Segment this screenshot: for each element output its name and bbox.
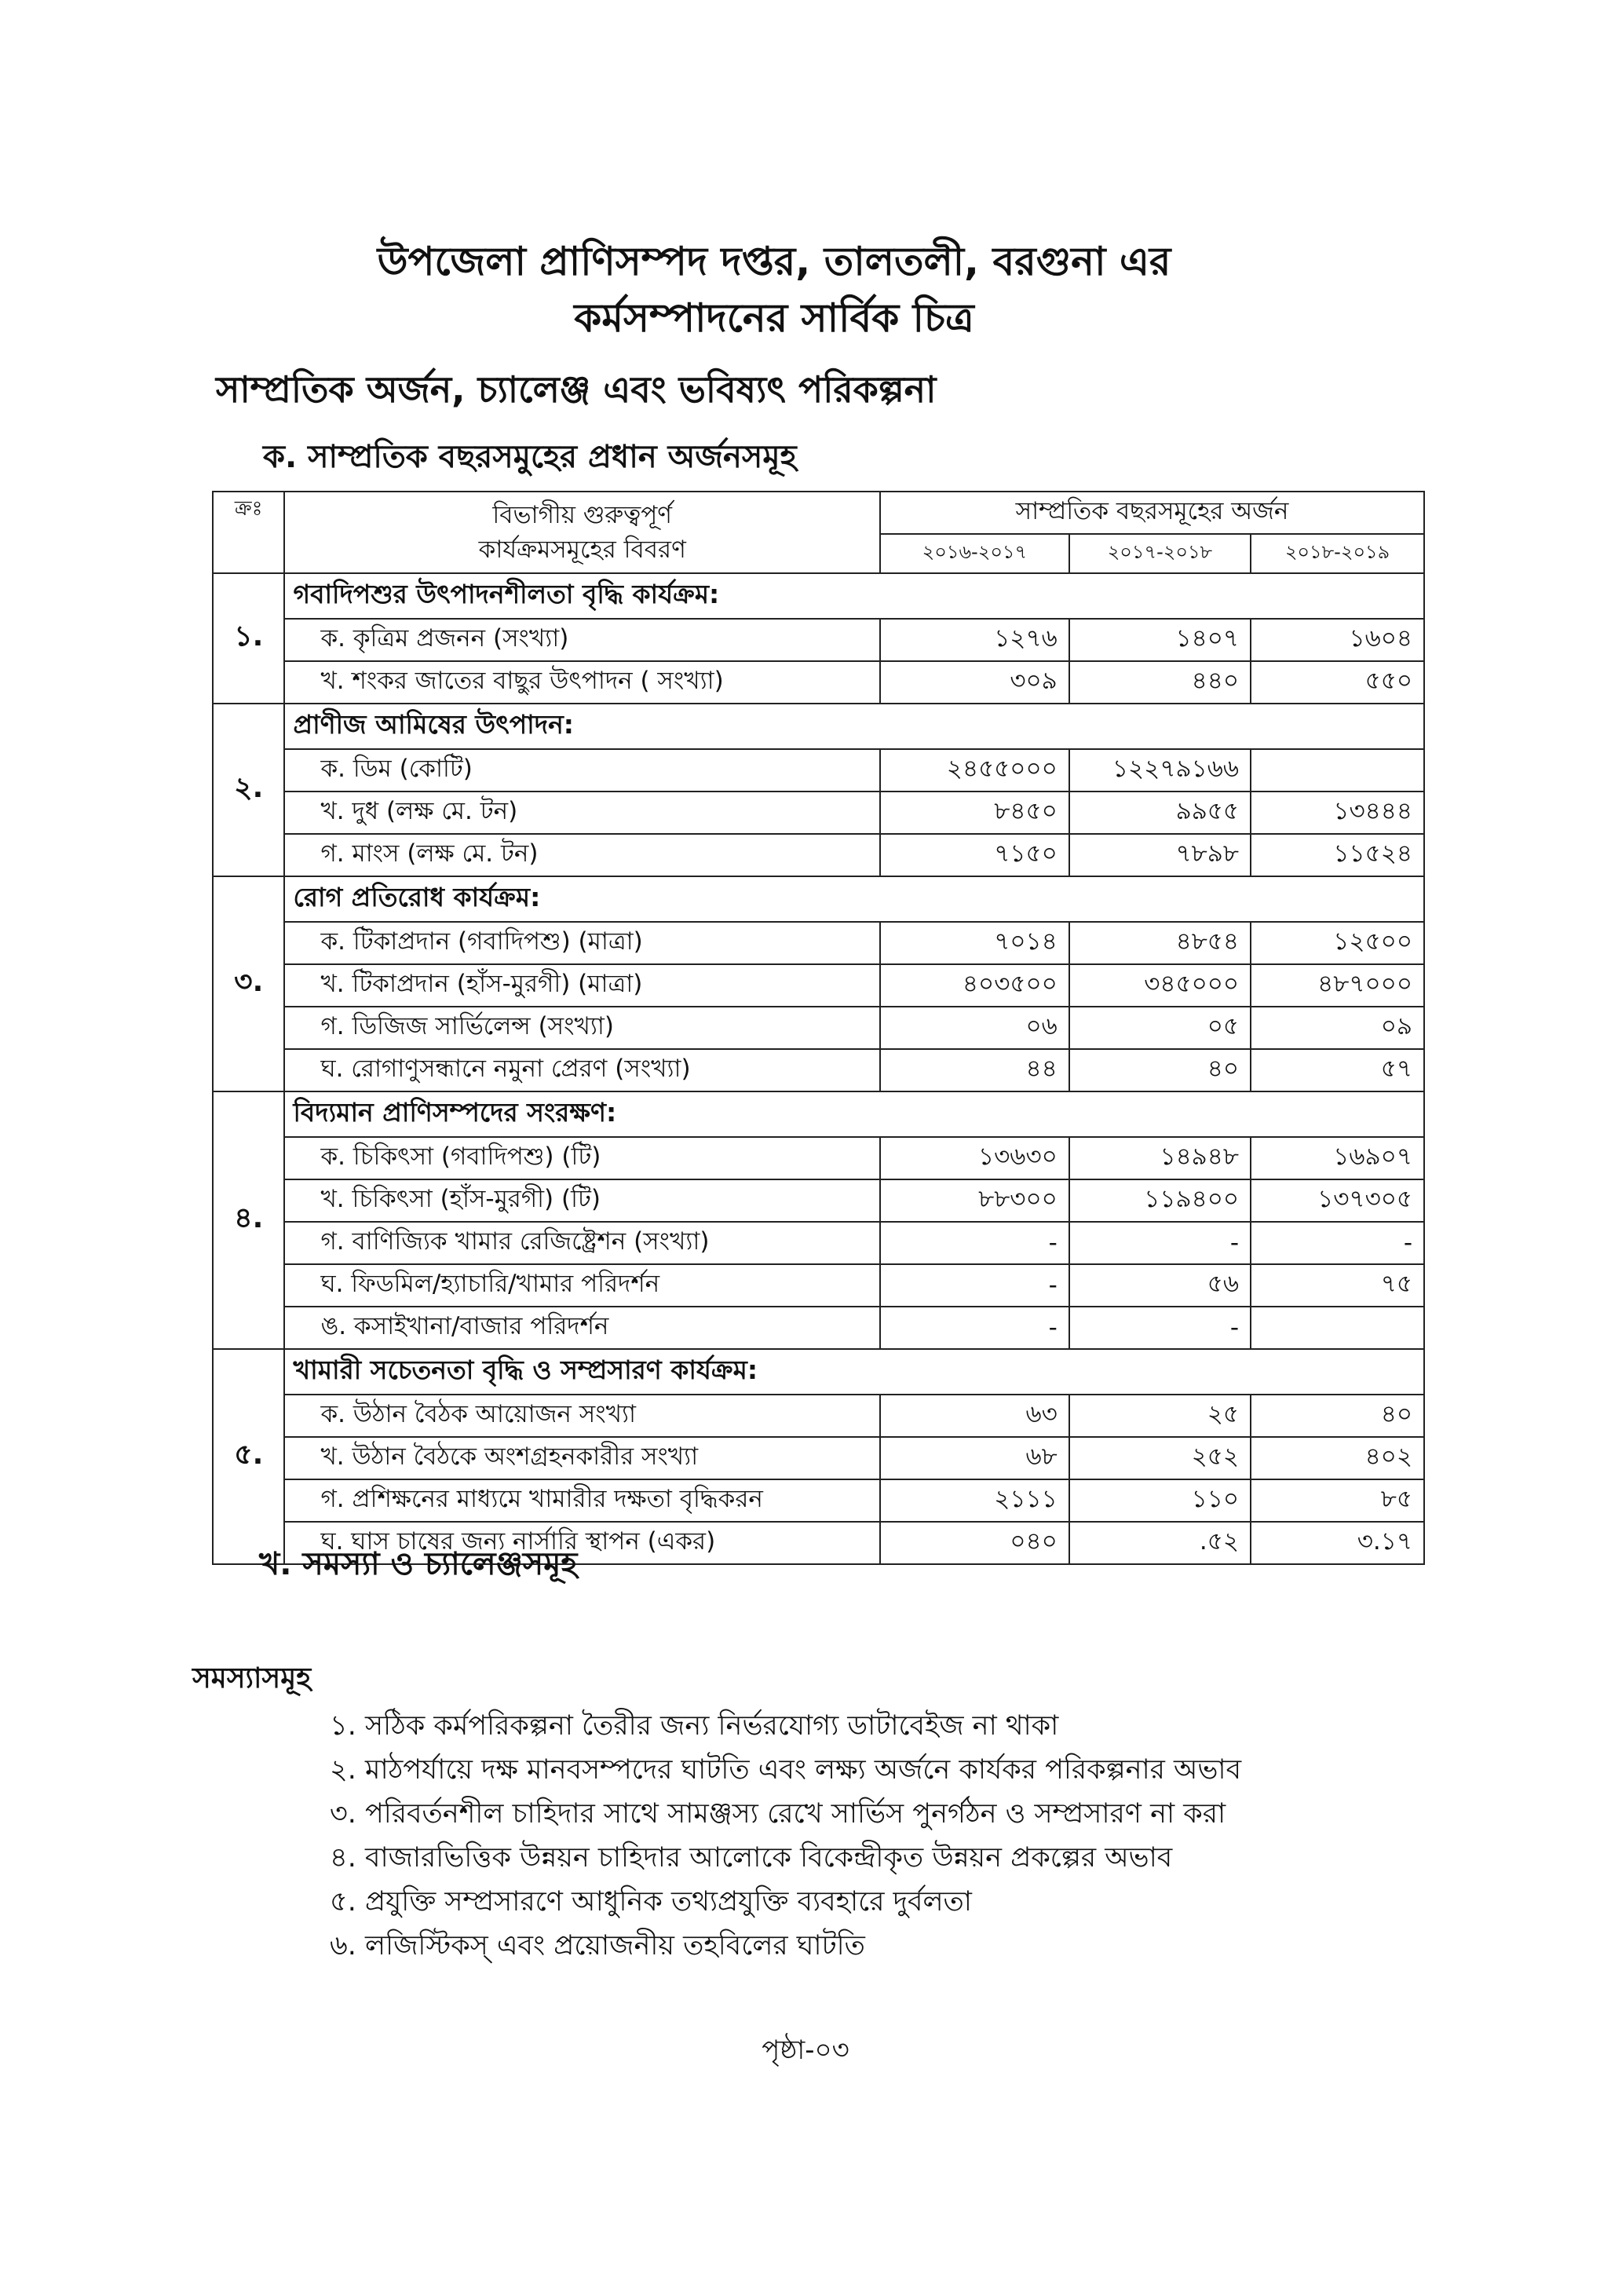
table-row: [213, 834, 1424, 876]
value-cell: ১৪০৭: [1069, 619, 1251, 661]
row-label: খ. চিকিৎসা (হাঁস-মুরগী) (টি): [284, 1179, 880, 1222]
row-label: খ. দুধ (লক্ষ মে. টন): [284, 792, 880, 834]
achievements-header: সাম্প্রতিক বছরসমূহের অর্জন: [880, 492, 1424, 534]
serial-number: ৫.: [213, 1349, 284, 1564]
subsection-heading: ক. সাম্প্রতিক বছরসমুহের প্রধান অর্জনসমূহ: [263, 439, 797, 475]
value-cell: ১১৫২৪: [1251, 834, 1424, 876]
group-header-row: [213, 1091, 1424, 1137]
group-header-row: [213, 1349, 1424, 1395]
group-header-row: [213, 876, 1424, 922]
value-cell: ৪০২: [1251, 1437, 1424, 1479]
value-cell: ৫৬: [1069, 1264, 1251, 1307]
value-cell: .৫২: [1069, 1522, 1251, 1564]
problem-item: ৫. প্রযুক্তি সম্প্রসারণে আধুনিক তথ্যপ্রযুক্তি ব্যবহারে দুর্বলতা: [330, 1886, 972, 1918]
value-cell: ৪০: [1251, 1395, 1424, 1437]
value-cell: ৪০: [1069, 1049, 1251, 1091]
value-cell: ১৬৯০৭: [1251, 1137, 1424, 1179]
value-cell: ৩.১৭: [1251, 1522, 1424, 1564]
challenges-heading: খ. সমস্যা ও চ্যালেঞ্জসমূহ: [259, 1546, 578, 1582]
table-row: [213, 1437, 1424, 1479]
row-label: ঘ. ঘাস চাষের জন্য নার্সারি স্থাপন (একর): [284, 1522, 880, 1564]
value-cell: ১১৯৪০০: [1069, 1179, 1251, 1222]
table-row: [213, 1222, 1424, 1264]
row-label: ক. উঠান বৈঠক আয়োজন সংখ্যা: [284, 1395, 880, 1437]
problems-heading: সমস্যাসমূহ: [192, 1662, 312, 1695]
serial-number: ৪.: [213, 1091, 284, 1349]
row-label: গ. ডিজিজ সার্ভিলেন্স (সংখ্যা): [284, 1007, 880, 1049]
serial-number: ১.: [213, 573, 284, 704]
table-row: [213, 1179, 1424, 1222]
year-header: ২০১৭-২০১৮: [1069, 534, 1251, 573]
achievements-table: [212, 491, 1425, 1565]
group-header-row: [213, 573, 1424, 619]
value-cell: [1251, 749, 1424, 792]
value-cell: ৫৭: [1251, 1049, 1424, 1091]
problem-item: ৬. লজিস্টিকস্‌ এবং প্রয়োজনীয় তহবিলের ঘাটতি: [330, 1930, 865, 1961]
table-row: [213, 964, 1424, 1007]
value-cell: ০৬: [880, 1007, 1069, 1049]
value-cell: ২৫: [1069, 1395, 1251, 1437]
value-cell: ১৬০৪: [1251, 619, 1424, 661]
table-row: [213, 1395, 1424, 1437]
value-cell: ১২৭৬: [880, 619, 1069, 661]
value-cell: ২৫২: [1069, 1437, 1251, 1479]
page-number: পৃষ্ঠা-০৩: [762, 2035, 849, 2066]
row-label: গ. প্রশিক্ষনের মাধ্যমে খামারীর দক্ষতা বৃদ্ধিকরন: [284, 1479, 880, 1522]
value-cell: ৭০১৪: [880, 922, 1069, 964]
value-cell: ৬৩: [880, 1395, 1069, 1437]
group-title: গবাদিপশুর উৎপাদনশীলতা বৃদ্ধি কার্যক্রম:: [284, 573, 1424, 619]
serial-number: ৩.: [213, 876, 284, 1091]
value-cell: ১৩৭৩০৫: [1251, 1179, 1424, 1222]
row-label: ক. চিকিৎসা (গবাদিপশু) (টি): [284, 1137, 880, 1179]
year-header: ২০১৬-২০১৭: [880, 534, 1069, 573]
problem-item: ৪. বাজারভিত্তিক উন্নয়ন চাহিদার আলোকে বিকেন্দ্রীকৃত উন্নয়ন প্রকল্পের অভাব: [330, 1842, 1173, 1874]
value-cell: ৫৫০: [1251, 661, 1424, 704]
table-row: [213, 792, 1424, 834]
serial-number: ২.: [213, 704, 284, 876]
value-cell: ৪০৩৫০০: [880, 964, 1069, 1007]
value-cell: -: [880, 1264, 1069, 1307]
value-cell: ৪৪: [880, 1049, 1069, 1091]
value-cell: ৭৮৯৮: [1069, 834, 1251, 876]
value-cell: ৪৮৫৪: [1069, 922, 1251, 964]
value-cell: ১২২৭৯১৬৬: [1069, 749, 1251, 792]
value-cell: ১৩৪৪৪: [1251, 792, 1424, 834]
row-label: গ. বাণিজ্যিক খামার রেজিষ্ট্রেশন (সংখ্যা): [284, 1222, 880, 1264]
problem-item: ৩. পরিবর্তনশীল চাহিদার সাথে সামঞ্জস্য রেখে সার্ভিস পুনর্গঠন ও সম্প্রসারণ না করা: [330, 1798, 1226, 1830]
table-row: [213, 1007, 1424, 1049]
value-cell: ২৪৫৫০০০: [880, 749, 1069, 792]
value-cell: ১৪৯৪৮: [1069, 1137, 1251, 1179]
table-row: [213, 619, 1424, 661]
row-label: খ. উঠান বৈঠকে অংশগ্রহনকারীর সংখ্যা: [284, 1437, 880, 1479]
group-title: রোগ প্রতিরোধ কার্যক্রম:: [284, 876, 1424, 922]
value-cell: ৭১৫০: [880, 834, 1069, 876]
serial-header: ক্রঃ: [213, 492, 284, 573]
table-row: [213, 661, 1424, 704]
value-cell: ৬৮: [880, 1437, 1069, 1479]
value-cell: -: [1069, 1222, 1251, 1264]
value-cell: ৭৫: [1251, 1264, 1424, 1307]
row-label: গ. মাংস (লক্ষ মে. টন): [284, 834, 880, 876]
row-label: ক. টিকাপ্রদান (গবাদিপশু) (মাত্রা): [284, 922, 880, 964]
value-cell: ৩৪৫০০০: [1069, 964, 1251, 1007]
group-title: খামারী সচেতনতা বৃদ্ধি ও সম্প্রসারণ কার্যক্রম:: [284, 1349, 1424, 1395]
table-row: [213, 1479, 1424, 1522]
value-cell: ২১১১: [880, 1479, 1069, 1522]
description-header: [284, 492, 880, 573]
table-row: [213, 1307, 1424, 1349]
value-cell: ৯৯৫৫: [1069, 792, 1251, 834]
value-cell: -: [880, 1222, 1069, 1264]
value-cell: ১২৫০০: [1251, 922, 1424, 964]
description-header-line2: কার্যক্রমসমূহের বিবরণ: [478, 536, 686, 564]
value-cell: ৮৮৩০০: [880, 1179, 1069, 1222]
value-cell: ০৯: [1251, 1007, 1424, 1049]
table-row: [213, 922, 1424, 964]
value-cell: ০৪০: [880, 1522, 1069, 1564]
section-heading: সাম্প্রতিক অর্জন, চ্যালেঞ্জ এবং ভবিষ্যৎ পরিকল্পনা: [216, 368, 937, 411]
value-cell: ০৫: [1069, 1007, 1251, 1049]
group-header-row: [213, 704, 1424, 749]
table-row: [213, 1049, 1424, 1091]
value-cell: -: [1251, 1222, 1424, 1264]
value-cell: ৮৫: [1251, 1479, 1424, 1522]
problem-item: ২. মাঠপর্যায়ে দক্ষ মানবসম্পদের ঘাটতি এবং লক্ষ্য অর্জনে কার্যকর পরিকল্পনার অভাব: [330, 1754, 1242, 1786]
value-cell: [1251, 1307, 1424, 1349]
table-row: [213, 749, 1424, 792]
value-cell: ৪৪০: [1069, 661, 1251, 704]
year-header: ২০১৮-২০১৯: [1251, 534, 1424, 573]
value-cell: ১১০: [1069, 1479, 1251, 1522]
group-title: বিদ্যমান প্রাণিসম্পদের সংরক্ষণ:: [284, 1091, 1424, 1137]
value-cell: -: [880, 1307, 1069, 1349]
row-label: ক. ডিম (কোটি): [284, 749, 880, 792]
row-label: খ. শংকর জাতের বাছুর উৎপাদন ( সংখ্যা): [284, 661, 880, 704]
value-cell: ৮৪৫০: [880, 792, 1069, 834]
group-title: প্রাণীজ আমিষের উৎপাদন:: [284, 704, 1424, 749]
row-label: ঙ. কসাইখানা/বাজার পরিদর্শন: [284, 1307, 880, 1349]
value-cell: -: [1069, 1307, 1251, 1349]
table-row: [213, 1137, 1424, 1179]
value-cell: ৪৮৭০০০: [1251, 964, 1424, 1007]
document-title-line2: কর্মসম্পাদনের সার্বিক চিত্র: [574, 295, 974, 341]
row-label: খ. টিকাপ্রদান (হাঁস-মুরগী) (মাত্রা): [284, 964, 880, 1007]
table-row: [213, 1264, 1424, 1307]
row-label: ঘ. ফিডমিল/হ্যাচারি/খামার পরিদর্শন: [284, 1264, 880, 1307]
row-label: ঘ. রোগাণুসন্ধানে নমুনা প্রেরণ (সংখ্যা): [284, 1049, 880, 1091]
document-title-line1: উপজেলা প্রাণিসম্পদ দপ্তর, তালতলী, বরগুনা এর: [377, 239, 1171, 284]
description-header-line1: বিভাগীয় গুরুত্বপূর্ণ: [492, 501, 673, 529]
row-label: ক. কৃত্রিম প্রজনন (সংখ্যা): [284, 619, 880, 661]
value-cell: ৩০৯: [880, 661, 1069, 704]
value-cell: ১৩৬৩০: [880, 1137, 1069, 1179]
problem-item: ১. সঠিক কর্মপরিকল্পনা তৈরীর জন্য নির্ভরযোগ্য ডাটাবেইজ না থাকা: [330, 1710, 1059, 1742]
